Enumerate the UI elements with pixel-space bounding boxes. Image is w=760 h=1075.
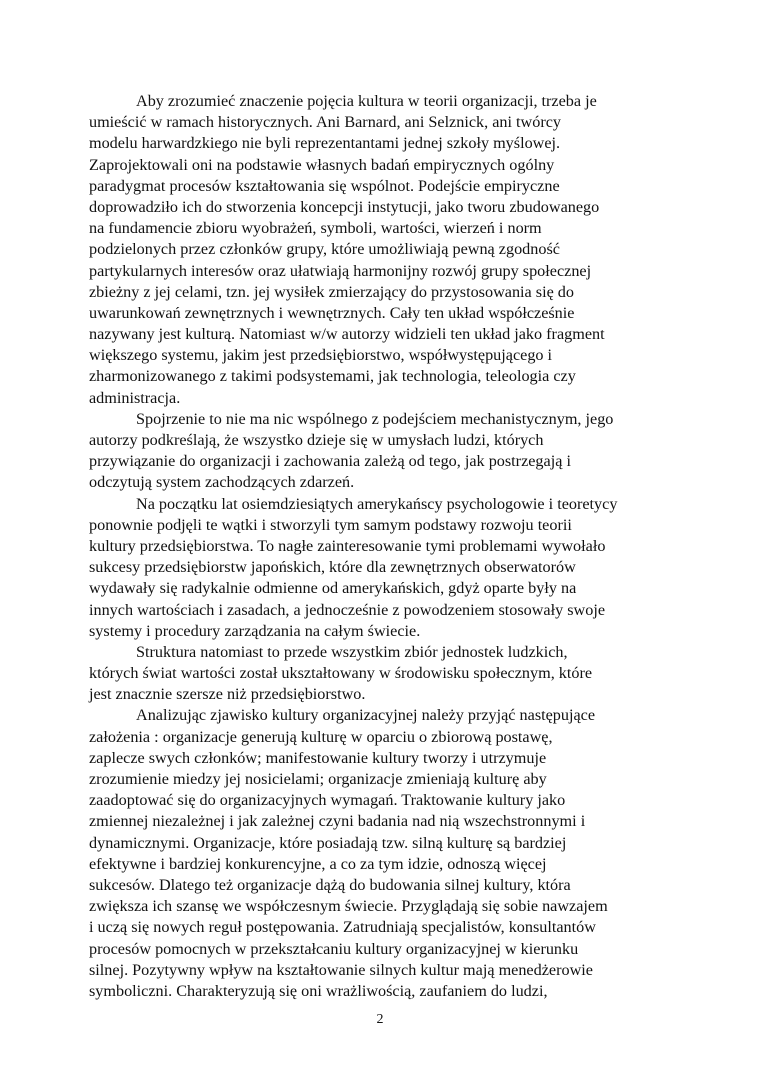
text-line: procesów pomocnych w przekształcaniu kultury organizacyjnej w kierunku (89, 939, 579, 958)
text-line: zbieżny z jej celami, tzn. jej wysiłek zmierzający do przystosowania się do (89, 282, 574, 301)
text-line: Spojrzenie to nie ma nic wspólnego z podejściem mechanistycznym, jego (136, 409, 614, 428)
paragraph (89, 494, 669, 642)
body-text (89, 91, 669, 1002)
text-line: na fundamencie zbioru wyobrażeń, symboli, wartości, wierzeń i norm (89, 219, 542, 238)
text-line: których świat wartości został ukształtowany w środowisku społecznym, które (89, 664, 593, 683)
text-line: zwiększa ich szansę we współczesnym świecie. Przyglądają się sobie nawzajem (89, 897, 608, 916)
text-line: doprowadziło ich do stworzenia koncepcji instytucji, jako tworu zbudowanego (89, 197, 600, 216)
text-line: zaplecze swych członków; manifestowanie kultury tworzy i utrzymuje (89, 748, 547, 767)
text-line: kultury przedsiębiorstwa. To nagłe zainteresowanie tymi problemami wywołało (89, 536, 606, 555)
text-line: zrozumienie miedzy jej nosicielami; organizacje zmieniają kulturę aby (89, 770, 547, 788)
text-line: sukcesy przedsiębiorstw japońskich, które dla zewnętrznych obserwatorów (89, 558, 576, 577)
paragraph (89, 642, 669, 706)
text-line: zmiennej niezależnej i jak zależnej czyni badania nad nią wszechstronnymi i (89, 812, 586, 831)
text-line: Na początku lat osiemdziesiątych amerykańscy psychologowie i teoretycy (136, 494, 618, 513)
text-line: efektywne i bardziej konkurencyjne, a co za tym idzie, odnoszą więcej (89, 854, 547, 873)
text-line: zaadoptować się do organizacyjnych wymagań. Traktowanie kultury jako (89, 791, 566, 810)
text-line: założenia : organizacje generują kulturę w oparciu o zbiorową postawę, (89, 727, 553, 746)
text-line: większego systemu, jakim jest przedsiębiorstwo, współwystępującego i (89, 346, 553, 365)
text-line: systemy i procedury zarządzania na całym świecie. (89, 621, 421, 640)
text-line: zharmonizowanego z takimi podsystemami, jak technologia, teleologia czy (89, 367, 576, 386)
text-line: dynamicznymi. Organizacje, które posiadają tzw. silną kulturę są bardziej (89, 833, 567, 852)
text-line: uwarunkowań zewnętrznych i wewnętrznych. Cały ten układ współcześnie (89, 303, 575, 322)
text-line: podzielonych przez członków grupy, które umożliwiają pewną zgodność (89, 240, 560, 259)
text-line: odczytują system zachodzących zdarzeń. (89, 473, 355, 492)
text-line: i uczą się nowych reguł postępowania. Zatrudniają specjalistów, konsultantów (89, 918, 596, 937)
text-line: jest znacznie szersze niż przedsiębiorstwo. (89, 685, 366, 704)
text-line: przywiązanie do organizacji i zachowania zależą od tego, jak postrzegają i (89, 452, 571, 471)
text-line: silnej. Pozytywny wpływ na kształtowanie silnych kultur mają menedżerowie (89, 960, 593, 979)
text-line: Zaprojektowali oni na podstawie własnych badań empirycznych ogólny (89, 155, 555, 174)
text-line: ponownie podjęli te wątki i stworzyli tym samym podstawy rozwoju teorii (89, 515, 572, 534)
page-number: 2 (376, 1012, 384, 1027)
text-line: Struktura natomiast to przede wszystkim zbiór jednostek ludzkich, (136, 642, 568, 661)
text-line: sukcesów. Dlatego też organizacje dążą do budowania silnej kultury, która (89, 875, 571, 894)
text-line: wydawały się radykalnie odmienne od amerykańskich, gdyż oparte były na (89, 579, 577, 598)
text-line: innych wartościach i zasadach, a jednocześnie z powodzeniem stosowały swoje (89, 600, 606, 619)
text-line: modelu harwardzkiego nie byli reprezentantami jednej szkoły myślowej. (89, 134, 561, 153)
text-line: autorzy podkreślają, że wszystko dzieje się w umysłach ludzi, których (89, 431, 544, 449)
text-line: umieścić w ramach historycznych. Ani Barnard, ani Selznick, ani twórcy (89, 113, 561, 132)
text-line: partykularnych interesów oraz ułatwiają harmonijny rozwój grupy społecznej (89, 261, 592, 280)
text-line: paradygmat procesów kształtowania się wspólnot. Podejście empiryczne (89, 176, 560, 195)
text-line: Analizując zjawisko kultury organizacyjnej należy przyjąć następujące (136, 706, 596, 725)
text-line: symboliczni. Charakteryzują się oni wrażliwością, zaufaniem do ludzi, (89, 981, 548, 1000)
text-line: Aby zrozumieć znaczenie pojęcia kultura w teorii organizacji, trzeba je (136, 92, 597, 110)
paragraph (89, 705, 669, 1002)
text-line: administracja. (89, 388, 181, 407)
paragraph (89, 409, 669, 494)
text-line: nazywany jest kulturą. Natomiast w/w autorzy widzieli ten układ jako fragment (89, 325, 605, 344)
paragraph (89, 91, 669, 409)
